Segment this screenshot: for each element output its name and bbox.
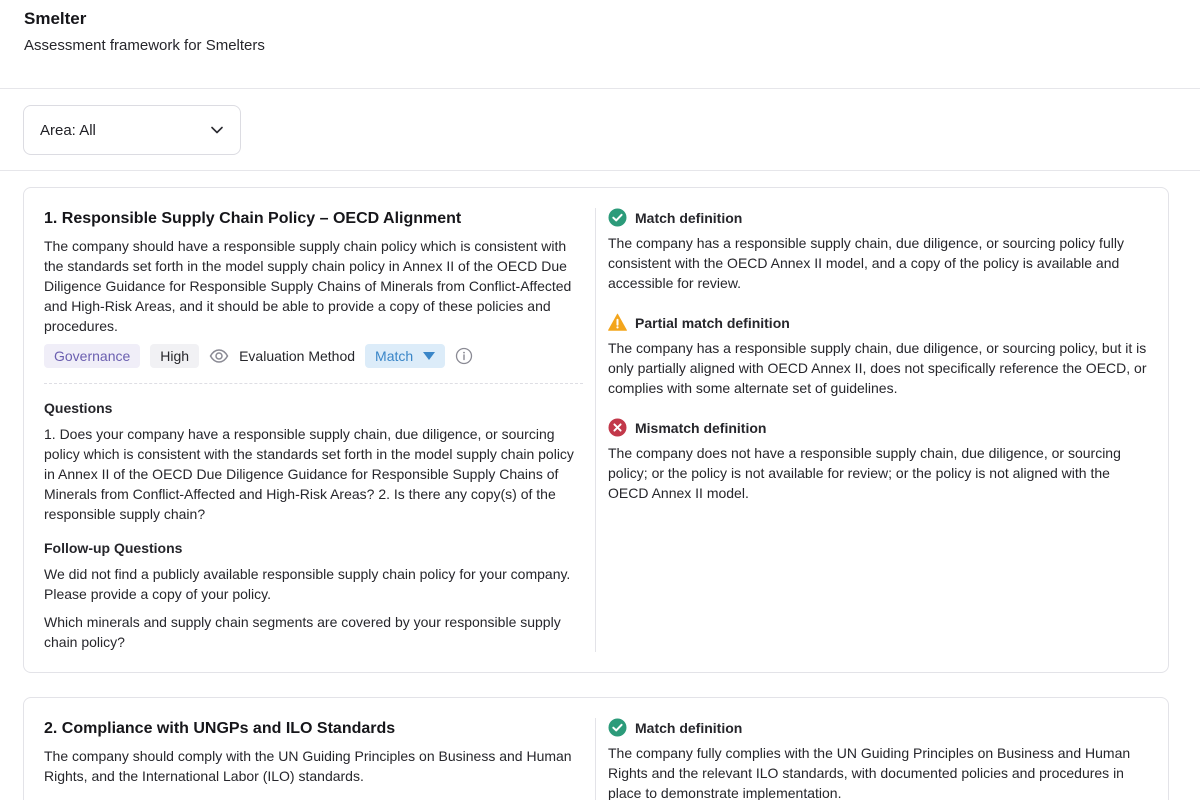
match-definition <box>608 718 1148 800</box>
criterion-definitions <box>596 208 1148 652</box>
evaluation-method-dropdown[interactable] <box>365 344 445 368</box>
criterion-card <box>23 697 1169 800</box>
match-definition-title: Match definition <box>635 209 743 226</box>
criterion-details <box>44 208 596 652</box>
criteria-list <box>0 171 1200 800</box>
page-header <box>0 0 1200 89</box>
follow-up-item: We did not find a publicly available responsible supply chain policy for your company. Please provide a copy of your policy. <box>44 566 571 602</box>
caret-down-icon <box>423 352 435 360</box>
criterion-title: 1. Responsible Supply Chain Policy – OECD Alignment <box>44 210 462 227</box>
mismatch-definition-text: The company does not have a responsible supply chain, due diligence, or sourcing policy; or the policy is not available for review; or the policy is not aligned with the OECD Annex II model. <box>608 445 1121 501</box>
partial-definition-text: The company has a responsible supply chain, due diligence, or sourcing policy, but it is only partially aligned with OECD Annex II, does not specifically reference the OECD, or complies with some alternate set of guidelines. <box>608 340 1147 396</box>
check-circle-icon <box>608 208 627 227</box>
follow-up-heading: Follow-up Questions <box>44 540 183 556</box>
filter-bar <box>0 89 1200 171</box>
info-icon[interactable] <box>455 347 473 365</box>
criterion-description: The company should comply with the UN Guiding Principles on Business and Human Rights, and the International Labor (ILO) standards. <box>44 748 572 784</box>
match-definition-text: The company fully complies with the UN Guiding Principles on Business and Human Rights and the relevant ILO standards, with documented policies and procedures in place to demonstrate implementation. <box>608 745 1131 800</box>
match-definition-title: Match definition <box>635 719 743 736</box>
chevron-down-icon <box>210 123 224 137</box>
questions-text: 1. Does your company have a responsible supply chain, due diligence, or sourcing policy which is consistent with the standards set forth in the model supply chain policy in Annex II of the OECD Due Diligence Guidance for Responsible Supply Chains of Minerals from Conflict-Affected and High-Risk Areas? 2. Is there any copy(s) of the responsible supply chain? <box>44 426 574 522</box>
evaluation-method-value: Match <box>375 348 414 364</box>
partial-definition <box>608 313 1148 398</box>
x-circle-icon <box>608 418 627 437</box>
questions-heading: Questions <box>44 400 113 416</box>
criterion-definitions <box>596 718 1148 800</box>
criterion-title: 2. Compliance with UNGPs and ILO Standards <box>44 720 396 737</box>
eye-icon[interactable] <box>209 346 229 366</box>
page-title: Smelter <box>24 9 87 28</box>
area-tag: Governance <box>44 344 140 368</box>
area-filter-label: Area: All <box>40 121 96 139</box>
match-definition-text: The company has a responsible supply chain, due diligence, or sourcing policy fully consistent with the OECD Annex II model, and a copy of the policy is available and accessible for review. <box>608 235 1124 291</box>
mismatch-definition-title: Mismatch definition <box>635 419 767 436</box>
warning-icon <box>608 313 627 332</box>
criterion-details <box>44 718 596 800</box>
match-definition <box>608 208 1148 293</box>
check-circle-icon <box>608 718 627 737</box>
follow-up-item: Which minerals and supply chain segments are covered by your responsible supply chain policy? <box>44 614 561 650</box>
criterion-tags <box>44 344 583 384</box>
partial-definition-title: Partial match definition <box>635 314 790 331</box>
criterion-description: The company should have a responsible supply chain policy which is consistent with the standards set forth in the model supply chain policy in Annex II of the OECD Due Diligence Guidance for Responsible Supply Chains of Minerals from Conflict-Affected and High-Risk Areas, and it should be able to provide a copy of these policies and procedures. <box>44 238 572 334</box>
area-filter-dropdown[interactable] <box>23 105 241 155</box>
priority-tag: High <box>150 344 199 368</box>
page-subtitle: Assessment framework for Smelters <box>24 37 265 54</box>
evaluation-method-label: Evaluation Method <box>239 348 356 364</box>
mismatch-definition <box>608 418 1148 503</box>
criterion-card <box>23 187 1169 673</box>
